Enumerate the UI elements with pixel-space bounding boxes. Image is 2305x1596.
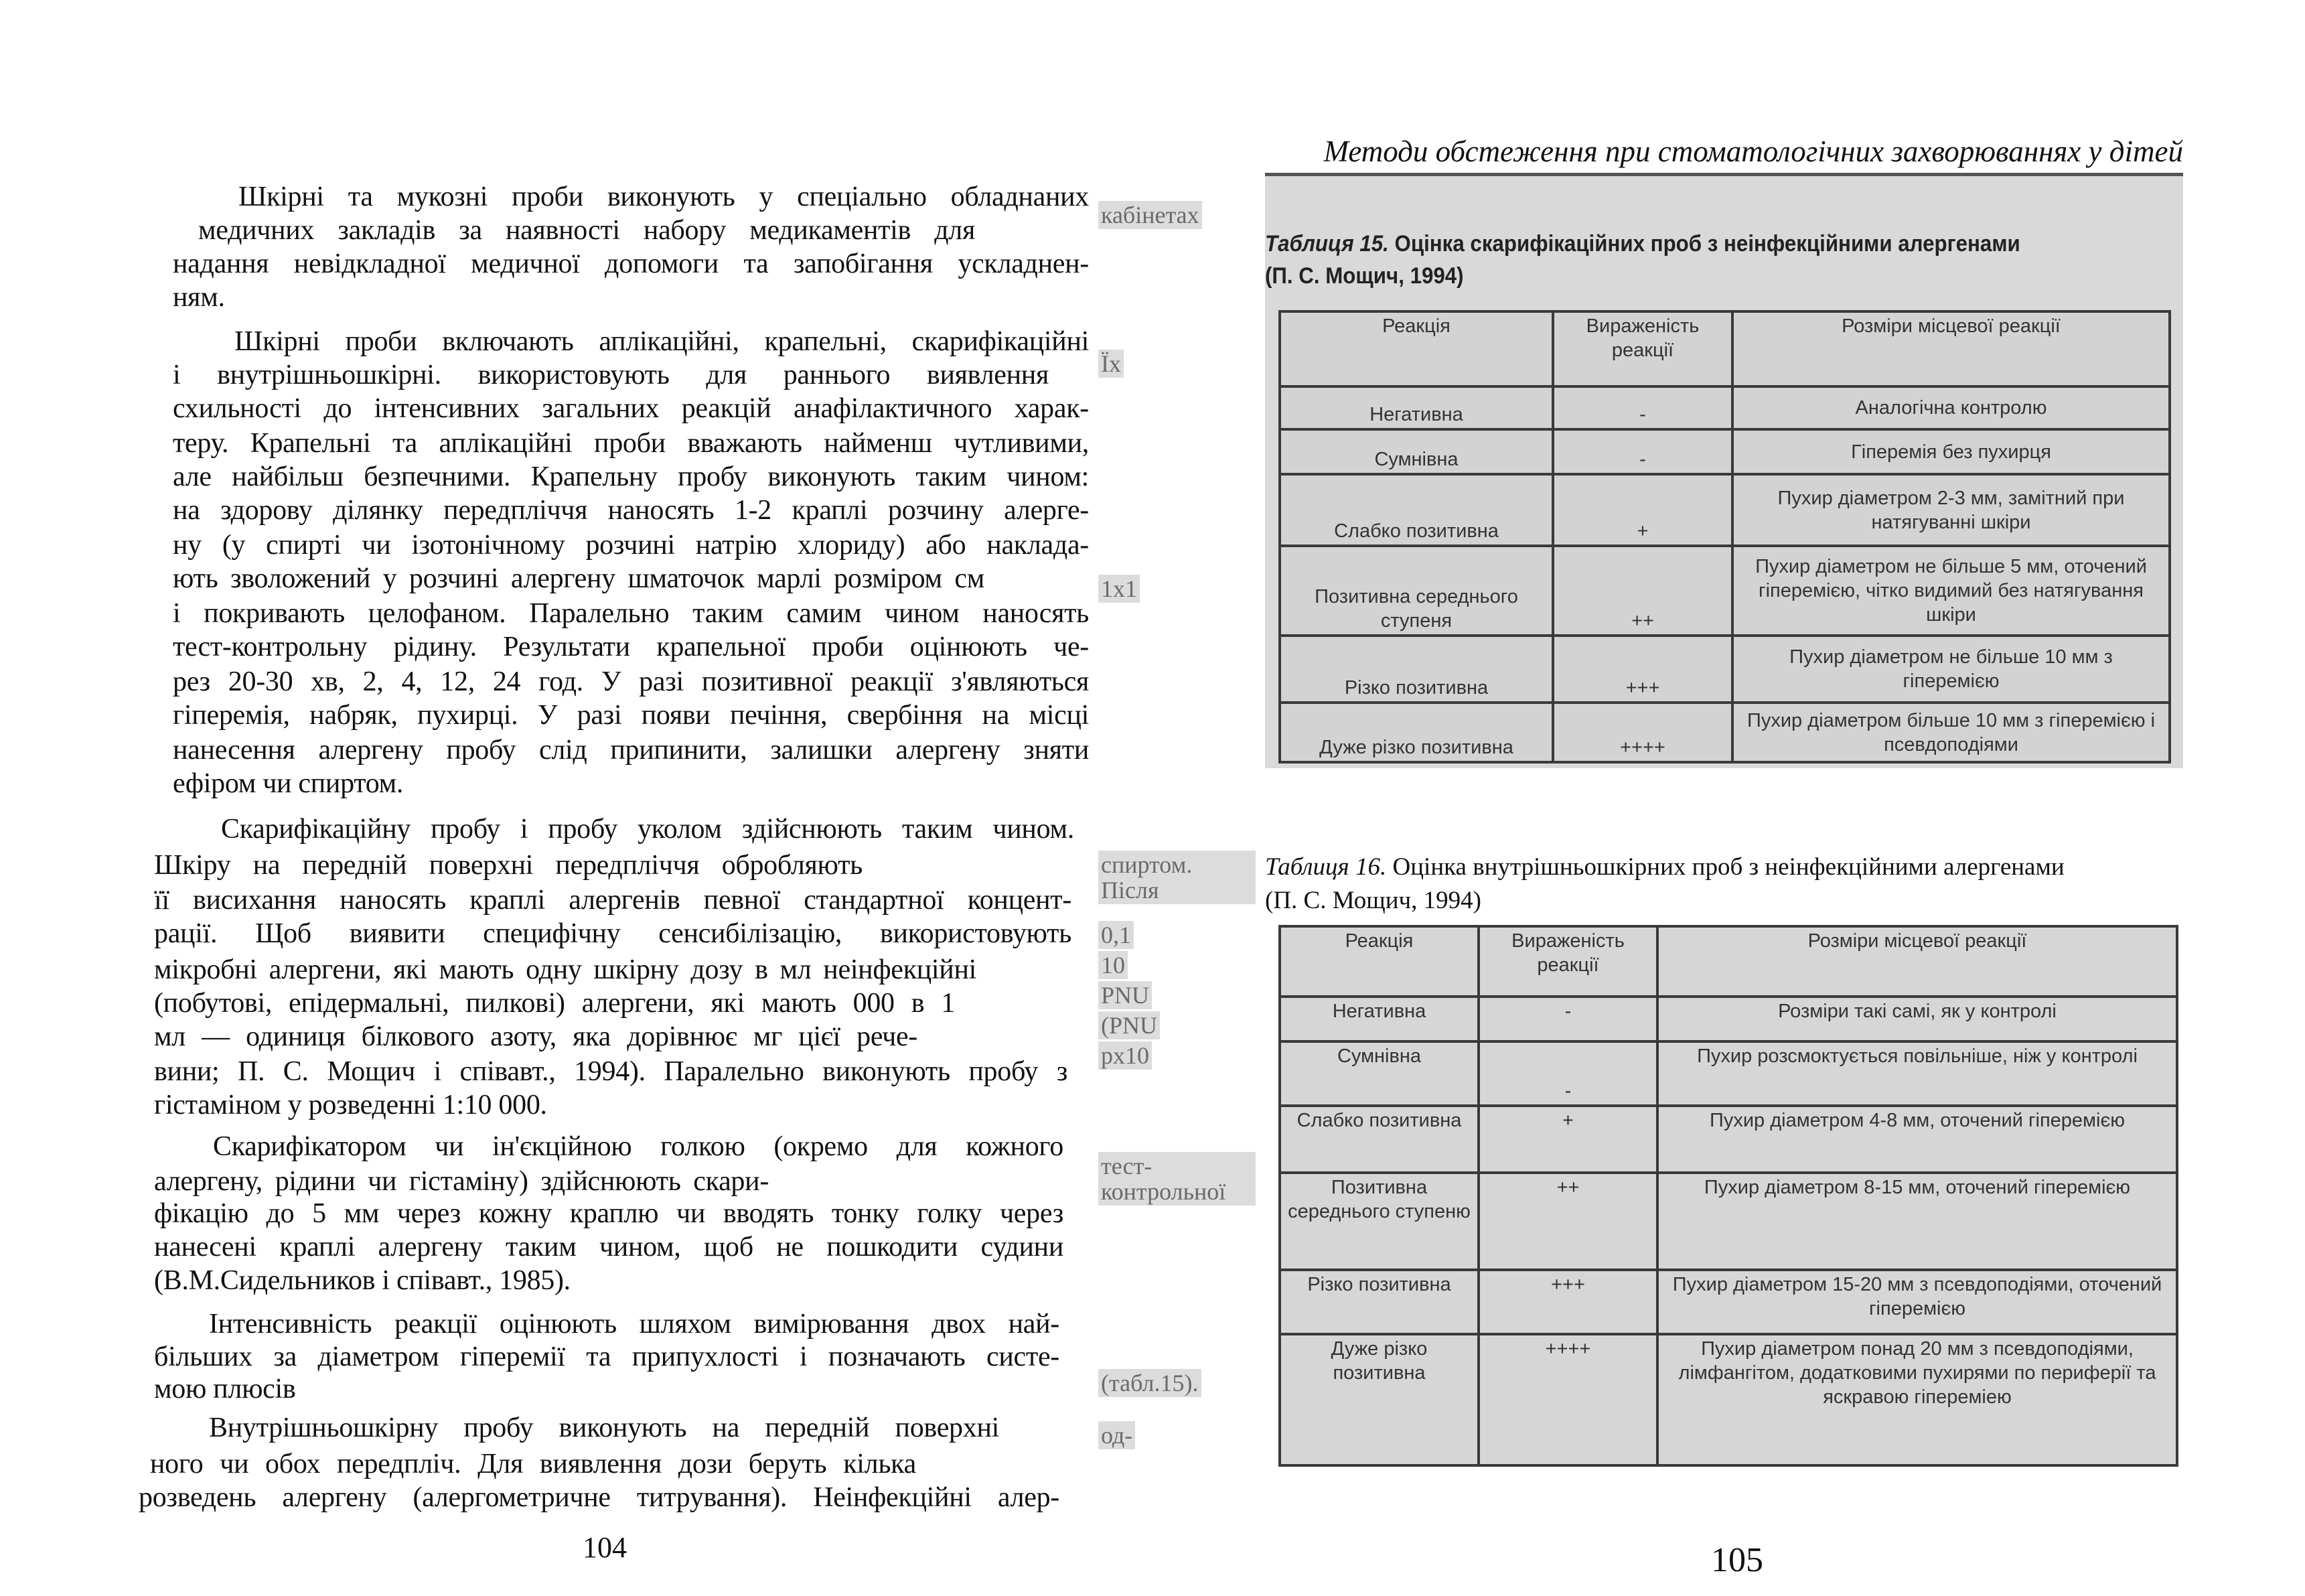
scanned-text-fragment: 10 xyxy=(1098,951,1128,979)
text-line: мікробні алергени, які мають одну шкірну дозу в мл неінфекційні xyxy=(154,954,976,985)
table-cell: Гіперемія без пухирця xyxy=(1732,429,2170,474)
table-cell: Пухир діаметром 8-15 мм, оточений гіперемією xyxy=(1657,1173,2177,1270)
table-cell: Пухир діаметром 2-3 мм, замітний при натягуванні шкіри xyxy=(1732,474,2170,546)
text-line: мою плюсів xyxy=(154,1374,296,1404)
table-cell: - xyxy=(1553,429,1732,474)
text-line: рації. Щоб виявити специфічну сенсибілізацію, використовують xyxy=(154,918,1071,949)
table-cell: +++ xyxy=(1553,636,1732,703)
text-line: рез 20-30 хв, 2, 4, 12, 24 год. У разі позитивної реакції з'являються xyxy=(173,666,1089,697)
text-line: і внутрішньошкірні. використовують для раннього виявлення xyxy=(173,360,1049,390)
table-header-cell: Розміри місцевої реакції xyxy=(1657,926,2177,997)
table-row xyxy=(1280,1106,2177,1173)
scanned-text-fragment: тест-контрольної xyxy=(1098,1152,1256,1206)
text-line: ефіром чи спиртом. xyxy=(173,768,404,799)
table16-label: Таблиця 16. xyxy=(1265,853,1387,881)
table-cell: - xyxy=(1553,386,1732,429)
scanned-text-fragment: (PNU xyxy=(1098,1011,1160,1039)
text-line: ням. xyxy=(173,282,225,313)
table-cell: + xyxy=(1479,1106,1657,1173)
table-header-row xyxy=(1280,926,2177,997)
table-cell: Пухир діаметром 4-8 мм, оточений гіперемією xyxy=(1657,1106,2177,1173)
table-row xyxy=(1280,1173,2177,1270)
table-cell: + xyxy=(1553,474,1732,546)
table-cell: Пухир діаметром не більше 5 мм, оточений гіперемією, чітко видимий без натягування шкіри xyxy=(1732,546,2170,636)
table-cell: - xyxy=(1479,997,1657,1041)
table-cell: Позитивна середнього ступеню xyxy=(1280,1173,1479,1270)
table-row xyxy=(1280,546,2170,636)
running-header: Методи обстеження при стоматологічних захворюваннях у дітей xyxy=(1323,135,2183,168)
text-line: Інтенсивність реакції оцінюють шляхом вимірювання двох най- xyxy=(209,1309,1059,1339)
table-cell: +++ xyxy=(1479,1270,1657,1334)
text-line: теру. Крапельні та аплікаційні проби вважають найменш чутливими, xyxy=(173,428,1089,459)
table-row xyxy=(1280,429,2170,474)
table-cell: Негативна xyxy=(1280,997,1479,1041)
table16-caption xyxy=(1265,851,2065,918)
text-line: але найбільш безпечними. Крапельну пробу виконують таким чином: xyxy=(173,461,1089,492)
table-cell: ++ xyxy=(1553,546,1732,636)
text-line: і покривають целофаном. Паралельно таким самим чином наносять xyxy=(173,598,1089,629)
table-cell: - xyxy=(1479,1041,1657,1106)
table-cell: Слабко позитивна xyxy=(1280,1106,1479,1173)
table15-title: Оцінка скарифікаційних проб з неінфекційними алергенами xyxy=(1394,231,2020,257)
table15-caption xyxy=(1265,228,2020,292)
table16-title: Оцінка внутрішньошкірних проб з неінфекційними алергенами xyxy=(1392,853,2065,881)
text-line: ють зволожений у розчині алергену шматочок марлі розміром см xyxy=(173,563,984,594)
table-cell: Пухир діаметром не більше 10 мм з гіперемією xyxy=(1732,636,2170,703)
table-header-cell: Реакція xyxy=(1280,311,1553,386)
table-row xyxy=(1280,386,2170,429)
table-row xyxy=(1280,474,2170,546)
text-line: Шкірні проби включають аплікаційні, крапельні, скарифікаційні xyxy=(234,326,1089,357)
table-cell: ++ xyxy=(1479,1173,1657,1270)
table-cell: Пухир діаметром понад 20 мм з псевдоподіями, лімфангітом, додатковими пухирями по периферії та яскравою гіпереміею xyxy=(1657,1334,2177,1465)
scanned-text-fragment: 1x1 xyxy=(1098,575,1140,603)
scanned-text-fragment: 0,1 xyxy=(1098,921,1134,949)
table-cell: Різко позитивна xyxy=(1280,1270,1479,1334)
table-cell: Сумнівна xyxy=(1280,1041,1479,1106)
table-cell: ++++ xyxy=(1553,703,1732,762)
text-line: фікацію до 5 мм через кожну краплю чи вводять тонку голку через xyxy=(154,1198,1063,1229)
table-cell: Слабко позитивна xyxy=(1280,474,1553,546)
page-number-right: 105 xyxy=(1711,1541,1763,1579)
table-row xyxy=(1280,997,2177,1041)
text-line: Шкірні та мукозні проби виконують у спеціально обладнаних xyxy=(238,182,1089,212)
text-line: ну (у спирті чи ізотонічному розчині натрію хлориду) або наклада- xyxy=(173,530,1089,561)
text-line: Скарифікаційну пробу і пробу уколом здійснюють таким чином. xyxy=(221,814,1074,845)
table-cell: Аналогічна контролю xyxy=(1732,386,2170,429)
table-row xyxy=(1280,703,2170,762)
text-line: алергену, рідини чи гістаміну) здійснюють скари- xyxy=(154,1166,769,1197)
text-line: медичних закладів за наявності набору медикаментів для xyxy=(198,215,975,246)
page-number-left: 104 xyxy=(583,1531,627,1564)
scanned-text-fragment: (табл.15). xyxy=(1098,1369,1201,1397)
text-line: гістаміном у розведенні 1:10 000. xyxy=(154,1090,547,1120)
text-line: (В.М.Сидельников і співавт., 1985). xyxy=(154,1265,571,1296)
text-line: більших за діаметром гіперемії та припухлості і позначають систе- xyxy=(154,1341,1059,1372)
table-cell: Дуже різко позитивна xyxy=(1280,1334,1479,1465)
text-line: мл — одиниця білкового азоту, яка дорівнює мг цієї рече- xyxy=(154,1021,917,1052)
text-line: Скарифікатором чи ін'єкційною голкою (окремо для кожного xyxy=(213,1131,1063,1162)
text-line: схильності до інтенсивних загальних реакцій анафілактичного харак- xyxy=(173,393,1089,424)
table-header-row xyxy=(1280,311,2170,386)
table16 xyxy=(1278,925,2178,1467)
text-line: на здорову ділянку передпліччя наносять 1-2 краплі розчину алерге- xyxy=(173,495,1089,526)
table-header-cell: Вираженість реакції xyxy=(1553,311,1732,386)
text-line: (побутові, епідермальні, пилкові) алергени, які мають 000 в 1 xyxy=(154,988,955,1019)
text-line: ного чи обох передпліч. Для виявлення дози беруть кілька xyxy=(150,1449,916,1479)
text-line: гіперемія, набряк, пухирці. У разі появи печіння, свербіння на місці xyxy=(173,700,1089,731)
table-cell: Пухир розсмоктується повільніше, ніж у контролі xyxy=(1657,1041,2177,1106)
table-cell: Негативна xyxy=(1280,386,1553,429)
scanned-text-fragment: од- xyxy=(1098,1421,1135,1449)
table-cell: Розміри такі самі, як у контролі xyxy=(1657,997,2177,1041)
table-header-cell: Реакція xyxy=(1280,926,1479,997)
table15 xyxy=(1278,310,2171,764)
scanned-text-fragment: Їх xyxy=(1098,350,1124,378)
text-line: вини; П. С. Мощич і співавт., 1994). Паралельно виконують пробу з xyxy=(154,1056,1067,1087)
text-line: її висихання наносять краплі алергенів певної стандартної концент- xyxy=(154,885,1071,916)
table15-source: (П. С. Мощич, 1994) xyxy=(1265,263,1464,289)
table-cell: ++++ xyxy=(1479,1334,1657,1465)
table-cell: Пухир діаметром 15-20 мм з псевдоподіями, оточений гіперемією xyxy=(1657,1270,2177,1334)
table-row xyxy=(1280,1334,2177,1465)
text-line: тест-контрольну рідину. Результати крапельної проби оцінюють че- xyxy=(173,632,1089,662)
text-line: нанесені краплі алергену таким чином, щоб не пошкодити судини xyxy=(154,1232,1063,1262)
table16-source: (П. С. Мощич, 1994) xyxy=(1265,887,1481,914)
scanned-text-fragment: рх10 xyxy=(1098,1041,1152,1070)
scanned-text-fragment: кабінетах xyxy=(1098,201,1202,229)
table15-label: Таблиця 15. xyxy=(1265,231,1389,257)
table-cell: Позитивна середнього ступеня xyxy=(1280,546,1553,636)
table-header-cell: Розміри місцевої реакції xyxy=(1732,311,2170,386)
table-header-cell: Вираженість реакції xyxy=(1479,926,1657,997)
table-cell: Сумнівна xyxy=(1280,429,1553,474)
table-cell: Пухир діаметром більше 10 мм з гіперемією і псевдоподіями xyxy=(1732,703,2170,762)
scanned-text-fragment: PNU xyxy=(1098,981,1152,1009)
scanned-text-fragment: спиртом. Після xyxy=(1098,851,1256,904)
text-line: Шкіру на передній поверхні передпліччя обробляють xyxy=(154,850,863,881)
text-line: Внутрішньошкірну пробу виконують на передній поверхні xyxy=(209,1412,999,1443)
table-row xyxy=(1280,636,2170,703)
table-row xyxy=(1280,1041,2177,1106)
text-line: розведень алергену (алергометричне титрування). Неінфекційні алер- xyxy=(139,1482,1059,1513)
text-line: надання невідкладної медичної допомоги та запобігання ускладнен- xyxy=(173,248,1089,279)
table-cell: Різко позитивна xyxy=(1280,636,1553,703)
text-line: нанесення алергену пробу слід припинити, залишки алергену зняти xyxy=(173,735,1089,766)
table-cell: Дуже різко позитивна xyxy=(1280,703,1553,762)
table-row xyxy=(1280,1270,2177,1334)
